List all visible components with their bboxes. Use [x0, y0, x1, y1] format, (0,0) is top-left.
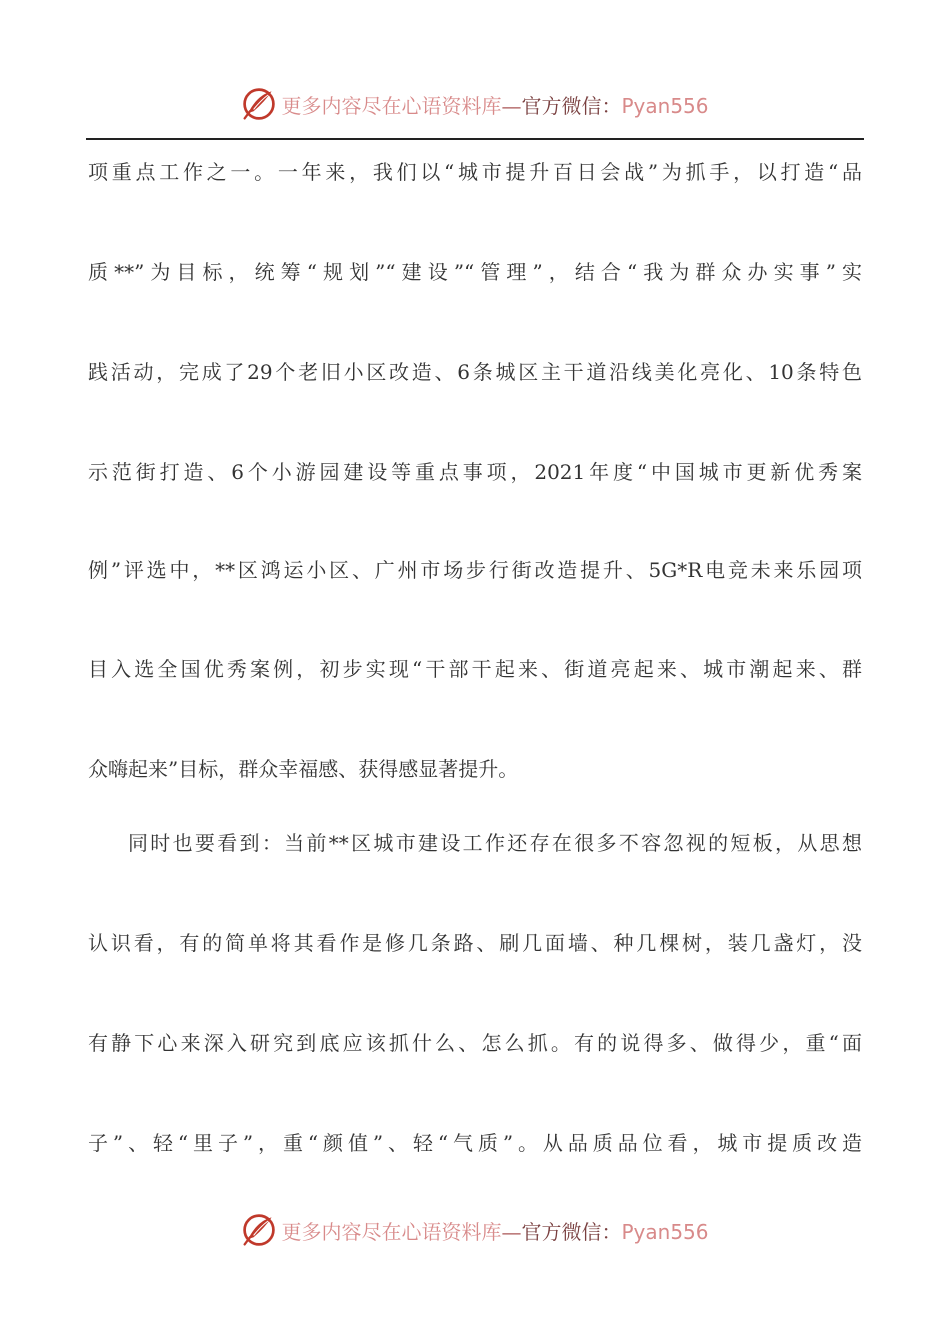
watermark-text	[281, 1216, 708, 1245]
pen-logo-icon	[241, 86, 277, 122]
paragraph-1-line-1: 项重点工作之一。一年来，我们以“城市提升百日会战”为抓手，以打造“品	[88, 160, 862, 184]
header-watermark	[0, 84, 950, 124]
watermark-dash: —	[501, 1219, 522, 1244]
paragraph-1-line-6: 目入选全国优秀案例，初步实现“干部干起来、街道亮起来、城市潮起来、群	[88, 657, 862, 681]
watermark-wechat-label: 官方微信：	[521, 93, 622, 118]
watermark-site-text: 更多内容尽在心语资料库	[281, 1219, 502, 1244]
paragraph-2-line-4: 子”、轻“里子”，重“颜值”、轻“气质”。从品质品位看，城市提质改造	[88, 1131, 862, 1155]
paragraph-2-line-3: 有静下心来深入研究到底应该抓什么、怎么抓。有的说得多、做得少，重“面	[88, 1031, 862, 1055]
paragraph-1-line-7: 众嗨起来”目标，群众幸福感、获得感显著提升。	[88, 757, 519, 781]
paragraph-1-line-5: 例”评选中，**区鸿运小区、广州市场步行街改造提升、5G*R电竞未来乐园项	[88, 558, 862, 582]
paragraph-1-line-4: 示范街打造、6个小游园建设等重点事项，2021年度“中国城市更新优秀案	[88, 460, 862, 484]
paragraph-1-line-2: 质**”为目标，统筹“规划”“建设”“管理”，结合“我为群众办实事”实	[88, 260, 862, 284]
paragraph-2-line-1: 同时也要看到：当前**区城市建设工作还存在很多不容忽视的短板，从思想	[128, 831, 862, 855]
watermark-dash: —	[501, 93, 522, 118]
watermark-wechat-id: Pyan556	[621, 1219, 709, 1244]
watermark-text	[281, 90, 708, 119]
watermark-wechat-id: Pyan556	[621, 93, 709, 118]
paragraph-1-line-3: 践活动，完成了29个老旧小区改造、6条城区主干道沿线美化亮化、10条特色	[88, 360, 862, 384]
footer-watermark	[0, 1210, 950, 1250]
paragraph-2-line-2: 认识看，有的简单将其看作是修几条路、刷几面墙、种几棵树，装几盏灯，没	[88, 931, 862, 955]
pen-logo-icon	[241, 1212, 277, 1248]
watermark-site-text: 更多内容尽在心语资料库	[281, 93, 502, 118]
watermark-wechat-label: 官方微信：	[521, 1219, 622, 1244]
header-divider	[86, 138, 864, 140]
